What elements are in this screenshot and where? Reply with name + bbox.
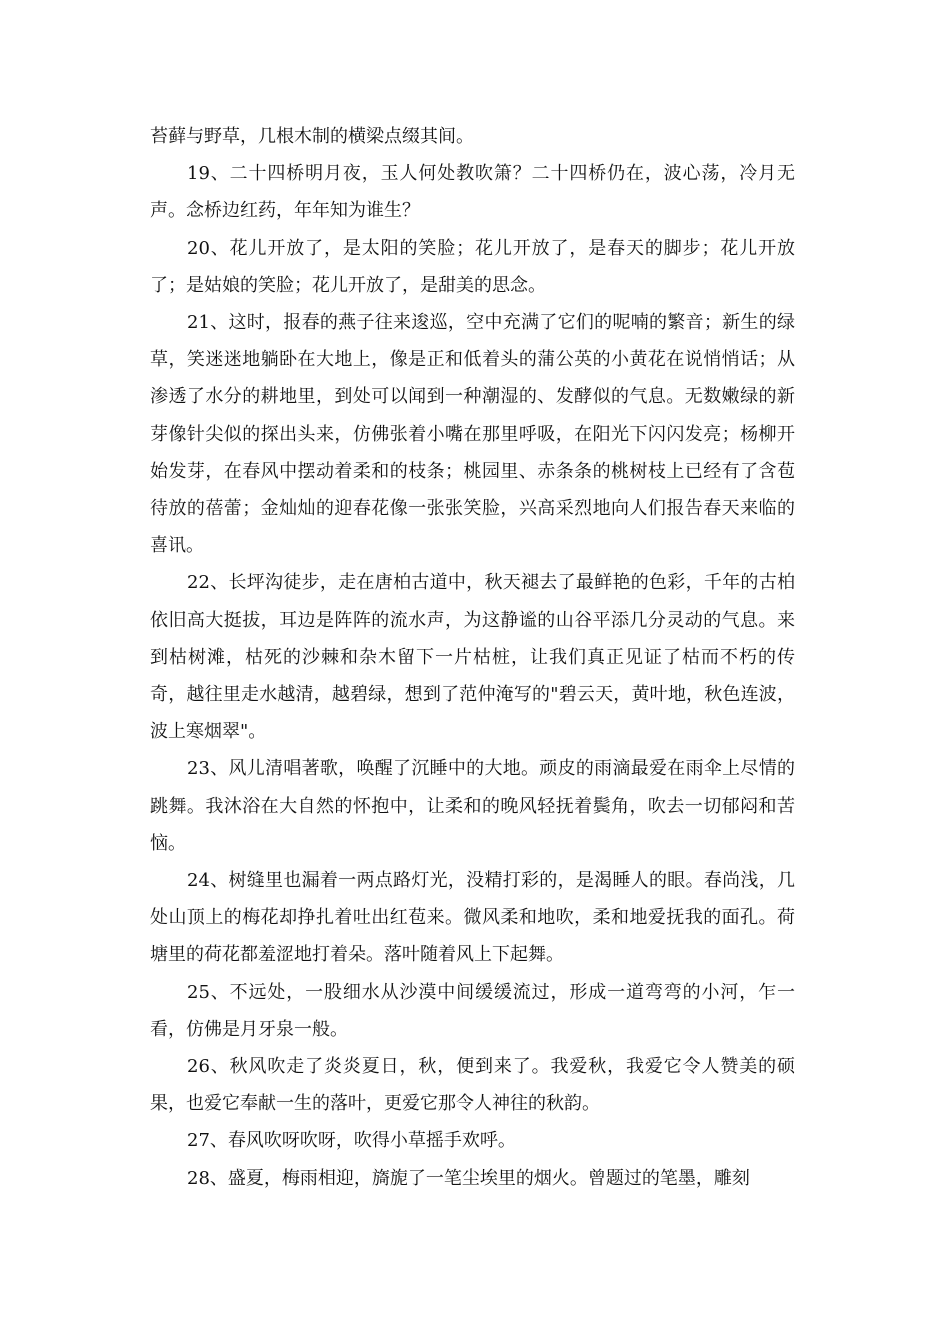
paragraph-24: 24、树缝里也漏着一两点路灯光，没精打彩的，是渴睡人的眼。春尚浅，几处山顶上的梅花却挣扎着吐出红苞来。微风柔和地吹，柔和地爱抚我的面孔。荷塘里的荷花都羞涩地打着朵。落叶随着风上下起舞。: [150, 870, 795, 966]
paragraph-23: 23、风儿清唱著歌，唤醒了沉睡中的大地。顽皮的雨滴最爱在雨伞上尽情的跳舞。我沐浴在大自然的怀抱中，让柔和的晚风轻抚着鬓角，吹去一切郁闷和苦恼。: [150, 758, 795, 854]
paragraph-26: 26、秋风吹走了炎炎夏日，秋，便到来了。我爱秋，我爱它令人赞美的硕果，也爱它奉献一生的落叶，更爱它那令人神往的秋韵。: [150, 1056, 795, 1115]
paragraph-27: 27、春风吹呀吹呀，吹得小草摇手欢呼。: [187, 1130, 516, 1152]
paragraph-22: 22、长坪沟徒步，走在唐柏古道中，秋天褪去了最鲜艳的色彩，千年的古柏依旧高大挺拔，耳边是阵阵的流水声，为这静谧的山谷平添几分灵动的气息。来到枯树滩，枯死的沙棘和杂木留下一片枯桩，让我们真正见证了枯而不朽的传奇，越往里走水越清，越碧绿，想到了范仲淹写的"碧云天，黄叶地，秋色连波，波上寒烟翠"。: [150, 572, 795, 743]
document-page: [150, 118, 795, 1197]
paragraph-25: 25、不远处，一股细水从沙漠中间缓缓流过，形成一道弯弯的小河，乍一看，仿佛是月牙泉一般。: [150, 981, 795, 1040]
paragraph-28: 28、盛夏，梅雨相迎，旖旎了一笔尘埃里的烟火。曾题过的笔墨，雕刻: [187, 1167, 750, 1189]
paragraph-20: 20、花儿开放了，是太阳的笑脸；花儿开放了，是春天的脚步；花儿开放了；是姑娘的笑脸；花儿开放了，是甜美的思念。: [150, 237, 795, 296]
paragraph-21: 21、这时，报春的燕子往来逡巡，空中充满了它们的呢喃的繁音；新生的绿草，笑迷迷地躺卧在大地上，像是正和低着头的蒲公英的小黄花在说悄悄话；从渗透了水分的耕地里，到处可以闻到一种潮湿的、发酵似的气息。无数嫩绿的新芽像针尖似的探出头来，仿佛张着小嘴在那里呼吸，在阳光下闪闪发亮；杨柳开始发芽，在春风中摆动着柔和的枝条；桃园里、赤条条的桃树枝上已经有了含苞待放的蓓蕾；金灿灿的迎春花像一张张笑脸，兴高采烈地向人们报告春天来临的喜讯。: [150, 312, 795, 557]
paragraph-continuation: 苔藓与野草，几根木制的横梁点缀其间。: [150, 126, 474, 147]
paragraph-19: 19、二十四桥明月夜，玉人何处教吹箫？二十四桥仍在，波心荡，冷月无声。念桥边红药，年年知为谁生？: [150, 163, 795, 222]
